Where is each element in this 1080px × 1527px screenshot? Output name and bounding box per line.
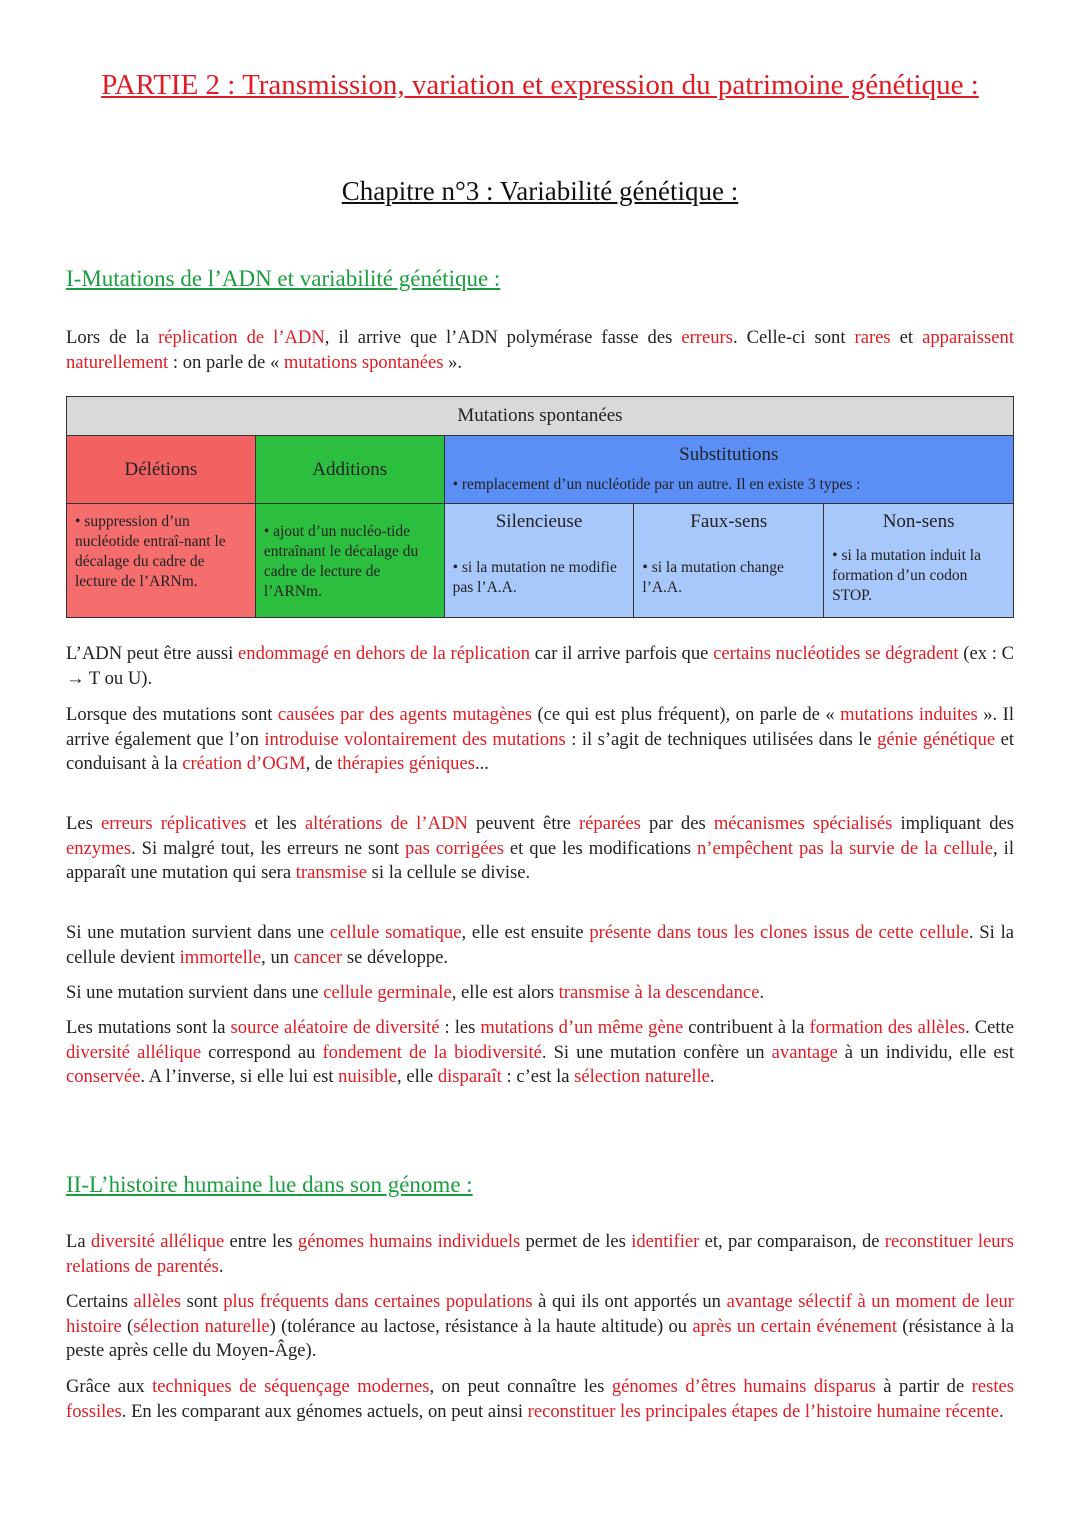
text: . [218, 1255, 224, 1277]
section-2-title: II-L’histoire humaine lue dans son génome : [66, 1172, 473, 1197]
highlighted-text: diversité allélique [90, 1231, 225, 1252]
mutations-table [66, 396, 1014, 618]
paragraph-alleles [66, 1290, 1014, 1364]
highlighted-text: thérapies géniques [337, 753, 475, 775]
highlighted-text: transmise à la descendance [558, 982, 760, 1003]
highlighted-text: génie génétique [877, 728, 996, 750]
paragraph-diversity [66, 1016, 1014, 1090]
text: permet de les [520, 1231, 632, 1252]
text: , de [305, 753, 338, 775]
highlighted-text: sélection naturelle [574, 1066, 710, 1088]
text: (ex : C → T ou U). [66, 643, 1014, 689]
highlighted-text: transmise [295, 862, 368, 884]
highlighted-text: mécanismes spécialisés [713, 813, 893, 834]
highlighted-text: mutations spontanées [283, 351, 444, 373]
text: . Celle-ci sont [732, 327, 855, 348]
text: (ce qui est plus fréquent), on parle de « [532, 704, 841, 725]
highlighted-text: avantage [771, 1041, 838, 1063]
text: Les mutations sont la [66, 1017, 231, 1038]
text: se développe. [342, 946, 449, 968]
highlighted-text: endommagé en dehors de la réplication [238, 643, 531, 664]
text: Si une mutation survient dans une [66, 922, 330, 943]
highlighted-text: fondement de la biodiversité [322, 1041, 542, 1063]
table-header-spontaneous: Mutations spontanées [67, 397, 1014, 436]
highlighted-text: réplication de l’ADN [158, 327, 325, 348]
text: . [709, 1066, 715, 1088]
highlighted-text: allèles [133, 1291, 182, 1312]
text: à un individu, elle est [837, 1041, 1015, 1063]
text: Les [66, 813, 101, 834]
highlighted-text: plus fréquents dans certaines populations [223, 1291, 533, 1312]
missense-label: Faux-sens [690, 511, 768, 532]
text: . En les comparant aux génomes actuels, on peut ainsi [121, 1400, 528, 1422]
text: , elle [397, 1066, 438, 1088]
text: ... [474, 753, 489, 775]
section-1-title: I-Mutations de l’ADN et variabilité génétique : [66, 266, 501, 291]
highlighted-text: génomes humains individuels [297, 1231, 521, 1252]
paragraph-repair [66, 812, 1014, 886]
text: : les [439, 1017, 481, 1038]
highlighted-text: causées par des agents mutagènes [277, 704, 533, 725]
highlighted-text: cancer [293, 946, 343, 968]
highlighted-text: présente dans tous les clones issus de cette cellule [589, 922, 969, 943]
text: et conduisant à la [66, 728, 1014, 775]
highlighted-text: certains nucléotides se dégradent [713, 643, 959, 664]
text: . Si une mutation confère un [541, 1041, 772, 1063]
highlighted-text: création d’OGM [182, 753, 306, 775]
text: contribuent à la [683, 1017, 810, 1038]
highlighted-text: immortelle [179, 946, 262, 968]
text: à partir de [875, 1376, 972, 1397]
additions-header: Additions [255, 436, 444, 504]
text: . [999, 1400, 1004, 1422]
text: par des [640, 813, 714, 834]
paragraph-somatic [66, 921, 1014, 970]
highlighted-text: identifier [631, 1231, 700, 1252]
text: Certains [66, 1291, 134, 1312]
deletions-header: Délétions [67, 436, 256, 504]
nonsense-desc: • si la mutation induit la formation d’un codon STOP. [832, 547, 981, 604]
text: Lors de la [66, 327, 159, 348]
text: ( [121, 1315, 134, 1337]
highlighted-text: réparées [578, 813, 641, 834]
highlighted-text: rares [854, 327, 891, 348]
text: et les [246, 813, 305, 834]
text: , il apparaît une mutation qui sera [66, 837, 1014, 884]
text: . [759, 982, 765, 1003]
highlighted-text: restes fossiles [66, 1376, 1014, 1422]
text: , il arrive que l’ADN polymérase fasse des [324, 327, 682, 348]
text: : il s’agit de techniques utilisées dans le [565, 728, 878, 750]
highlighted-text: pas corrigées [405, 837, 504, 859]
paragraph-sequencing [66, 1375, 1014, 1424]
highlighted-text: sélection naturelle [133, 1315, 270, 1337]
text: Si une mutation survient dans une [66, 982, 324, 1003]
highlighted-text: avantage sélectif à un moment de leur histoire [66, 1291, 1015, 1337]
substitution-silent [444, 504, 634, 618]
text: ». [443, 351, 463, 373]
text: Lorsque des mutations sont [66, 704, 278, 725]
highlighted-text: enzymes [66, 837, 132, 859]
chapter-title: Chapitre n°3 : Variabilité génétique : [341, 176, 739, 206]
highlighted-text: après un certain événement [692, 1315, 898, 1337]
text: et que les modifications [503, 837, 697, 859]
text: . Si la cellule devient [66, 922, 1014, 968]
text: sont [181, 1291, 224, 1312]
highlighted-text: reconstituer leurs relations de parentés [66, 1231, 1014, 1277]
text: peuvent être [467, 813, 579, 834]
highlighted-text: apparaissent naturellement [66, 327, 1014, 373]
text: car il arrive parfois que [530, 643, 714, 664]
substitution-nonsense [824, 504, 1014, 618]
highlighted-text: introduise volontairement des mutations [264, 728, 566, 750]
text: Grâce aux [66, 1376, 153, 1397]
nonsense-label: Non-sens [882, 511, 955, 532]
highlighted-text: génomes d’êtres humains disparus [611, 1376, 876, 1397]
text: à qui ils ont apportés un [532, 1291, 727, 1312]
text: et, par comparaison, de [699, 1231, 885, 1252]
highlighted-text: diversité allélique [66, 1041, 202, 1063]
highlighted-text: mutations d’un même gène [480, 1017, 684, 1038]
highlighted-text: erreurs réplicatives [100, 813, 247, 834]
highlighted-text: source aléatoire de diversité [230, 1017, 440, 1038]
highlighted-text: formation des allèles [809, 1017, 966, 1038]
silent-desc: • si la mutation ne modifie pas l’A.A. [452, 559, 617, 596]
substitution-missense [634, 504, 824, 618]
substitutions-header [444, 436, 1013, 504]
text: . Si malgré tout, les erreurs ne sont [131, 837, 406, 859]
highlighted-text: disparaît [437, 1066, 502, 1088]
page-title: PARTIE 2 : Transmission, variation et expression du patrimoine génétique : [101, 69, 979, 101]
text: et [890, 327, 923, 348]
highlighted-text: techniques de séquençage modernes [152, 1376, 430, 1397]
text: ». Il arrive également que l’on [66, 704, 1014, 750]
text: . A l’inverse, si elle lui est [140, 1066, 339, 1088]
text: , elle est ensuite [461, 922, 590, 943]
highlighted-text: reconstituer les principales étapes de l’histoire humaine récente [527, 1400, 1000, 1422]
paragraph-identify [66, 1230, 1014, 1279]
text: entre les [224, 1231, 298, 1252]
text: , on peut connaître les [429, 1376, 612, 1397]
highlighted-text: altérations de l’ADN [304, 813, 468, 834]
text: si la cellule se divise. [367, 862, 531, 884]
text: impliquant des [892, 813, 1014, 834]
highlighted-text: mutations induites [840, 704, 978, 725]
missense-desc: • si la mutation change l’A.A. [642, 559, 784, 596]
text: , elle est alors [451, 982, 559, 1003]
text: La [66, 1231, 91, 1252]
deletions-desc: • suppression d’un nucléotide entraî-nant le décalage du cadre de lecture de l’ARNm. [67, 504, 256, 618]
substitutions-label: Substitutions [679, 444, 779, 465]
silent-label: Silencieuse [495, 511, 583, 532]
text: : on parle de « [168, 351, 284, 373]
text: : c’est la [501, 1066, 575, 1088]
highlighted-text: n’empêchent pas la survie de la cellule [696, 837, 994, 859]
paragraph-induced [66, 703, 1014, 777]
highlighted-text: cellule germinale [323, 982, 452, 1003]
highlighted-text: nuisible [338, 1066, 398, 1088]
additions-desc: • ajout d’un nucléo-tide entraînant le décalage du cadre de lecture de l’ARNm. [255, 504, 444, 618]
text: (résistance à la peste après celle du Moyen-Âge). [66, 1315, 1014, 1362]
text: , un [261, 946, 294, 968]
text: L’ADN peut être aussi [66, 643, 239, 664]
paragraph-germinal [66, 981, 1014, 1006]
text: correspond au [201, 1041, 323, 1063]
substitutions-desc: • remplacement d’un nucléotide par un autre. Il en existe 3 types : [452, 476, 861, 493]
intro-paragraph [66, 326, 1014, 375]
highlighted-text: erreurs [681, 327, 733, 348]
highlighted-text: cellule somatique [329, 922, 462, 943]
paragraph-damage [66, 642, 1014, 691]
highlighted-text: conservée [66, 1066, 141, 1088]
text: . Cette [965, 1017, 1014, 1038]
text: ) (tolérance au lactose, résistance à la haute altitude) ou [269, 1315, 693, 1337]
